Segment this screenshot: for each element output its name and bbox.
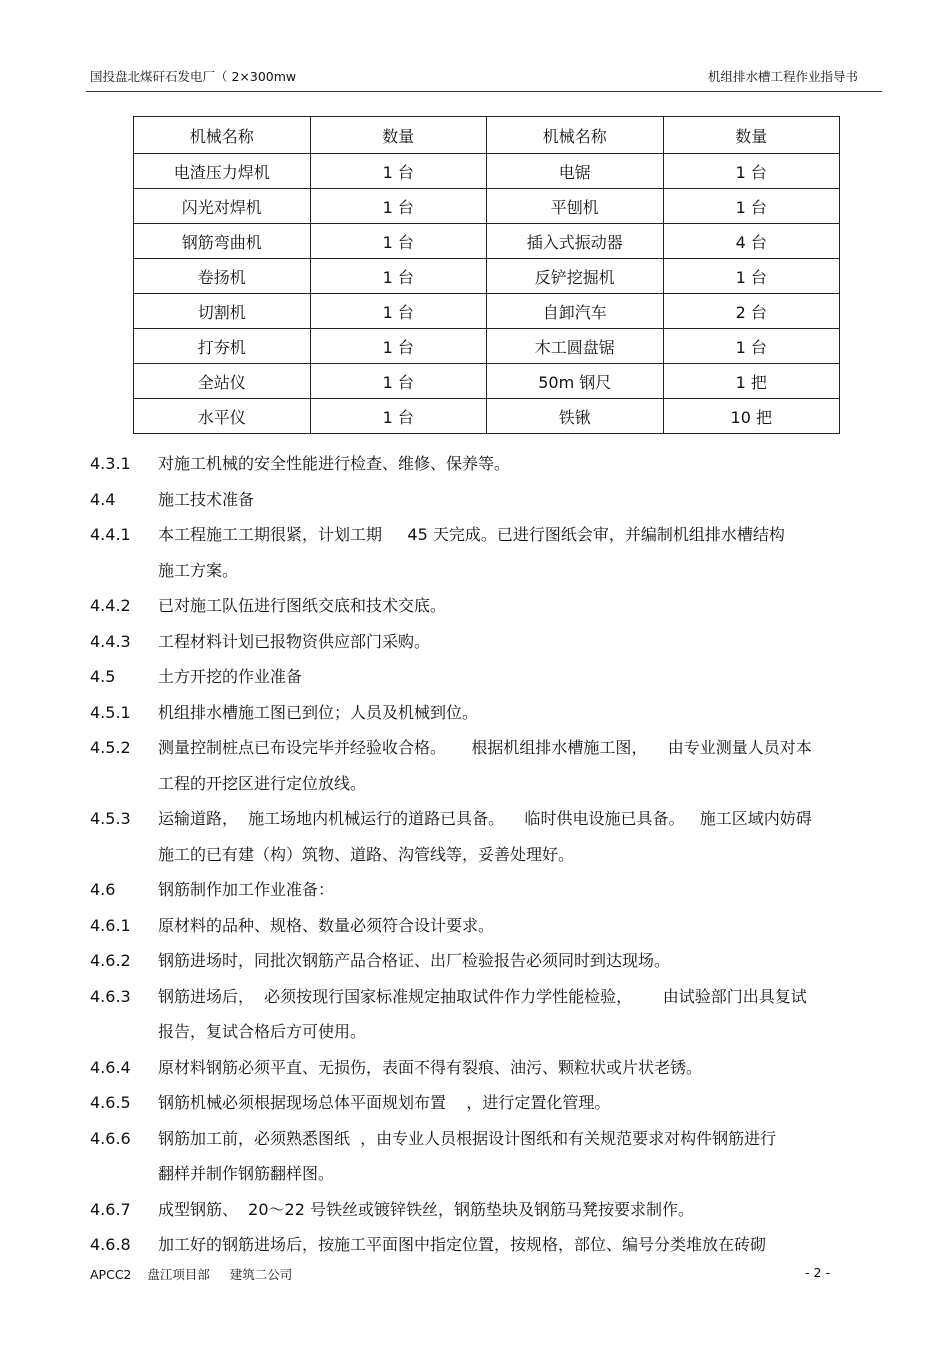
table-cell: 木工圆盘锯 <box>487 329 664 364</box>
table-header-cell: 数量 <box>310 117 487 154</box>
table-cell: 4 台 <box>663 224 840 259</box>
table-cell: 反铲挖掘机 <box>487 259 664 294</box>
table-cell: 电渣压力焊机 <box>134 154 311 189</box>
list-item <box>90 1192 880 1228</box>
item-number: 4.6.2 <box>90 951 131 970</box>
item-number: 4.6.3 <box>90 986 131 1006</box>
item-text: 钢筋机械必须根据现场总体平面规划布置 ，进行定置化管理。 <box>158 1093 611 1112</box>
table-header-row <box>134 117 840 154</box>
list-item <box>90 624 880 660</box>
table-cell: 1 台 <box>310 329 487 364</box>
table-row <box>134 259 840 294</box>
page-number: - 2 - <box>805 1265 830 1280</box>
item-text: 施工技术准备 <box>158 489 255 509</box>
table-cell: 1 台 <box>310 224 487 259</box>
list-item <box>90 659 880 695</box>
table-cell: 1 把 <box>663 364 840 399</box>
table-row <box>134 154 840 189</box>
table-cell: 打夯机 <box>134 329 311 364</box>
table-row <box>134 224 840 259</box>
item-text: 原材料钢筋必须平直、无损伤，表面不得有裂痕、油污、颗粒状或片状老锈。 <box>158 1057 703 1077</box>
item-text: 土方开挖的作业准备 <box>158 667 303 686</box>
equipment-table <box>133 116 840 434</box>
item-text: 原材料的品种、规格、数量必须符合设计要求。 <box>158 915 495 935</box>
item-number: 4.6 <box>90 880 116 899</box>
item-text: 运输道路， 施工场地内机械运行的道路已具备。 临时供电设施已具备。 施工区域内妨碍 <box>158 809 812 828</box>
table-cell: 1 台 <box>310 399 487 434</box>
table-cell: 闪光对焊机 <box>134 189 311 224</box>
item-number: 4.6.1 <box>90 915 131 935</box>
item-number: 4.4 <box>90 489 116 509</box>
item-number: 4.6.8 <box>90 1235 131 1254</box>
item-number: 4.5.3 <box>90 809 131 828</box>
table-cell: 1 台 <box>663 259 840 294</box>
table-cell: 1 台 <box>310 154 487 189</box>
list-item <box>90 517 880 553</box>
table-cell: 50m 钢尺 <box>487 364 664 399</box>
item-text: 成型钢筋、 20～22 号铁丝或镀锌铁丝，钢筋垫块及钢筋马凳按要求制作。 <box>158 1199 694 1219</box>
list-item <box>90 943 880 979</box>
list-item <box>90 695 880 731</box>
list-item <box>90 446 880 482</box>
table-row <box>134 364 840 399</box>
table-cell: 1 台 <box>663 154 840 189</box>
item-number: 4.5.2 <box>90 738 131 757</box>
item-text: 测量控制桩点已布设完毕并经验收合格。 根据机组排水槽施工图， 由专业测量人员对本 <box>158 738 812 757</box>
item-text: 本工程施工工期很紧，计划工期 45 天完成。已进行图纸会审，并编制机组排水槽结构 <box>158 525 785 544</box>
item-continuation: 工程的开挖区进行定位放线。 <box>158 773 367 793</box>
list-item <box>90 588 880 624</box>
item-number: 4.6.5 <box>90 1093 131 1112</box>
table-cell: 自卸汽车 <box>487 294 664 329</box>
table-row <box>134 189 840 224</box>
list-item <box>90 872 880 908</box>
table-cell: 平刨机 <box>487 189 664 224</box>
table-cell: 1 台 <box>663 189 840 224</box>
item-continuation: 报告，复试合格后方可使用。 <box>158 1022 367 1041</box>
item-number: 4.6.4 <box>90 1057 131 1077</box>
list-item <box>90 801 880 837</box>
item-text: 对施工机械的安全性能进行检查、维修、保养等。 <box>158 454 511 473</box>
item-text: 钢筋进场时，同批次钢筋产品合格证、出厂检验报告必须同时到达现场。 <box>158 951 671 970</box>
table-cell: 1 台 <box>310 189 487 224</box>
table-cell: 1 台 <box>310 364 487 399</box>
item-number: 4.6.6 <box>90 1128 131 1148</box>
table-row <box>134 329 840 364</box>
table-header-cell: 机械名称 <box>487 117 664 154</box>
list-item <box>90 1121 880 1157</box>
table-cell: 水平仪 <box>134 399 311 434</box>
item-number: 4.4.2 <box>90 596 131 615</box>
body-text <box>90 446 880 1263</box>
item-number: 4.5.1 <box>90 702 131 722</box>
list-item <box>90 1050 880 1086</box>
item-number: 4.3.1 <box>90 454 131 473</box>
item-continuation: 施工方案。 <box>158 560 239 580</box>
header-right: 机组排水槽工程作业指导书 <box>707 69 858 84</box>
list-item <box>90 908 880 944</box>
item-text: 钢筋制作加工作业准备： <box>158 880 335 899</box>
item-continuation: 施工的已有建（构）筑物、道路、沟管线等，妥善处理好。 <box>158 844 575 864</box>
item-number: 4.5 <box>90 667 116 686</box>
item-text: 已对施工队伍进行图纸交底和技术交底。 <box>158 596 447 615</box>
item-number: 4.4.3 <box>90 631 131 651</box>
table-cell: 电锯 <box>487 154 664 189</box>
item-text: 钢筋加工前，必须熟悉图纸 ，由专业人员根据设计图纸和有关规范要求对构件钢筋进行 <box>158 1128 777 1148</box>
table-cell: 铁锹 <box>487 399 664 434</box>
item-number: 4.4.1 <box>90 525 131 544</box>
item-text: 加工好的钢筋进场后，按施工平面图中指定位置，按规格，部位、编号分类堆放在砖砌 <box>158 1235 767 1254</box>
table-row <box>134 294 840 329</box>
table-cell: 10 把 <box>663 399 840 434</box>
table-header-cell: 机械名称 <box>134 117 311 154</box>
list-item <box>90 482 880 518</box>
item-number: 4.6.7 <box>90 1199 131 1219</box>
list-item <box>90 1227 880 1263</box>
table-cell: 1 台 <box>663 329 840 364</box>
table-cell: 2 台 <box>663 294 840 329</box>
list-item <box>90 730 880 766</box>
table-cell: 卷扬机 <box>134 259 311 294</box>
item-text: 工程材料计划已报物资供应部门采购。 <box>158 631 431 651</box>
footer-left: APCC2 盘江项目部 建筑二公司 <box>90 1267 293 1282</box>
item-continuation: 翻样并制作钢筋翻样图。 <box>158 1164 335 1183</box>
table-header-cell: 数量 <box>663 117 840 154</box>
list-item <box>90 1085 880 1121</box>
item-text: 机组排水槽施工图已到位；人员及机械到位。 <box>158 702 479 722</box>
header-left: 国投盘北煤矸石发电厂（ 2×300mw <box>90 69 297 84</box>
table-cell: 插入式振动器 <box>487 224 664 259</box>
table-cell: 1 台 <box>310 294 487 329</box>
table-cell: 1 台 <box>310 259 487 294</box>
table-cell: 全站仪 <box>134 364 311 399</box>
table-row <box>134 399 840 434</box>
table-cell: 切割机 <box>134 294 311 329</box>
list-item <box>90 979 880 1015</box>
table-cell: 钢筋弯曲机 <box>134 224 311 259</box>
header-divider <box>86 91 882 92</box>
item-text: 钢筋进场后， 必须按现行国家标准规定抽取试件作力学性能检验， 由试验部门出具复试 <box>158 986 807 1006</box>
